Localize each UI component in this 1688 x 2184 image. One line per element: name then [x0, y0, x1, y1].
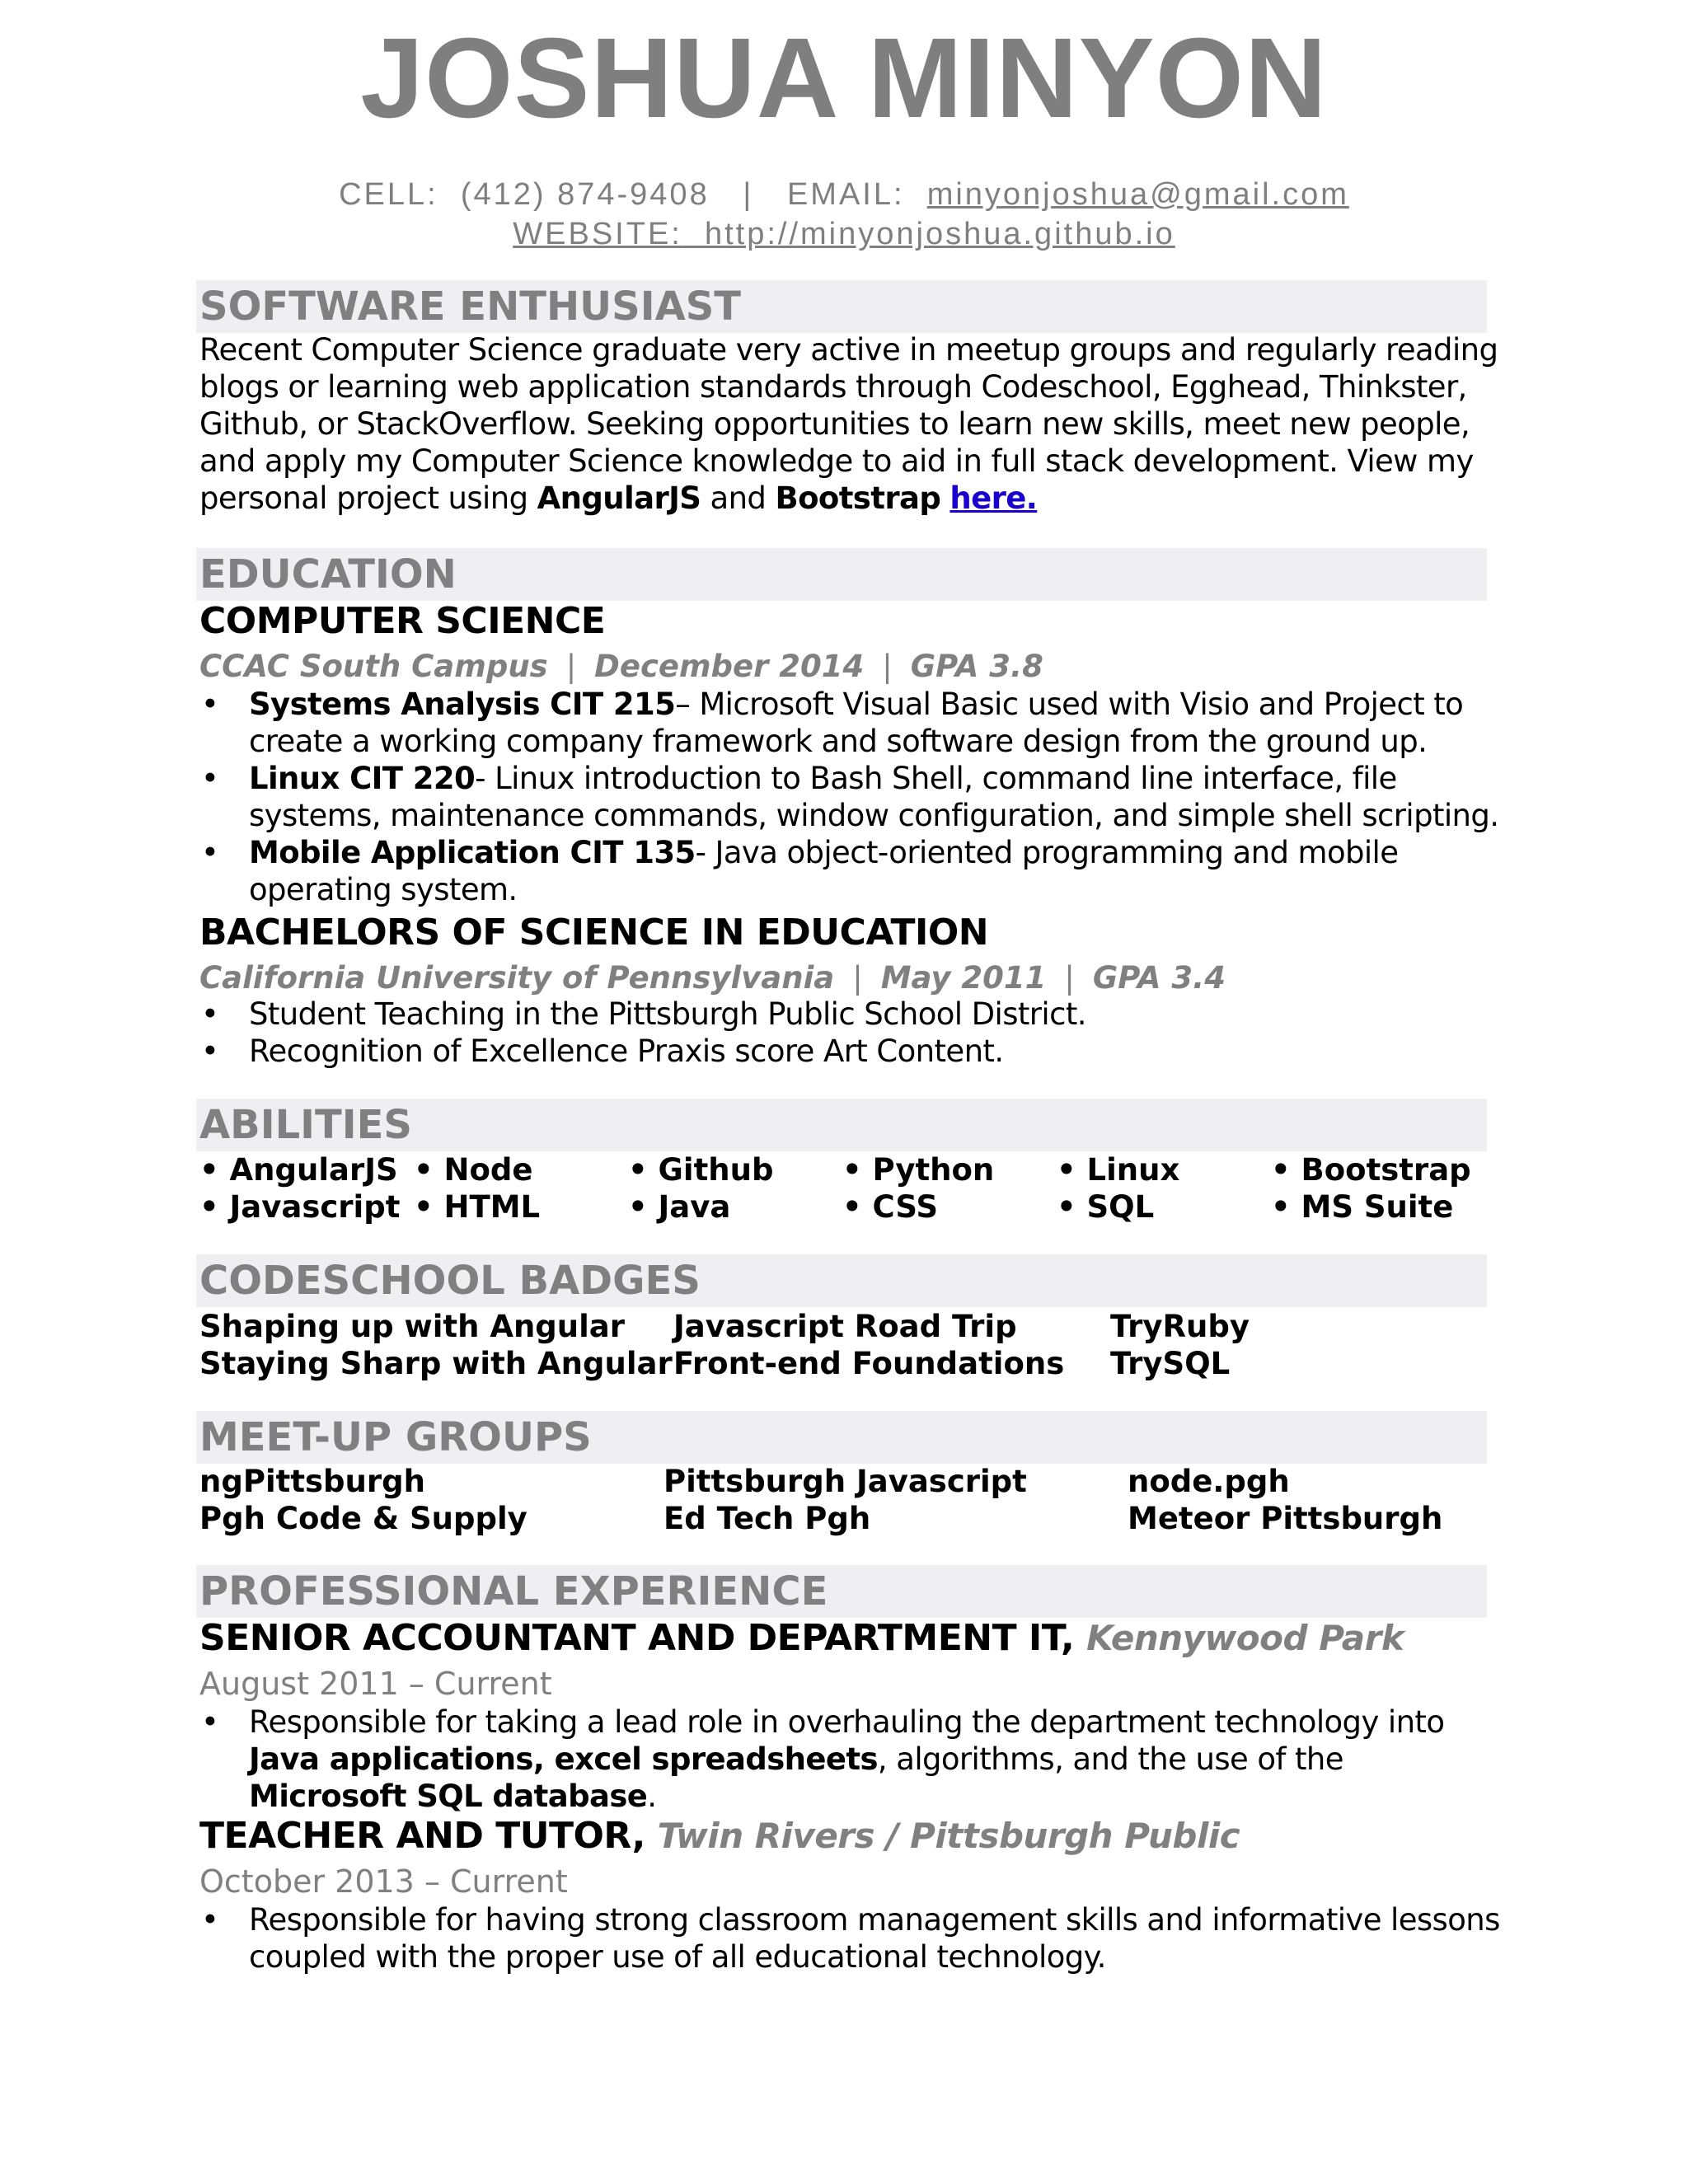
badge-item: Front-end Foundations — [673, 1346, 1065, 1381]
meetup-item: node.pgh — [1128, 1464, 1290, 1499]
ability-item: • Github — [628, 1152, 774, 1188]
job-duties-teacher — [199, 1901, 1502, 1975]
ability-item: • Python — [842, 1152, 995, 1188]
contact-line — [0, 175, 1688, 214]
degree-bse: BACHELORS OF SCIENCE IN EDUCATION — [199, 912, 989, 954]
course-desc: – Microsoft Visual Basic used with Visio and Project to create a working company framework and software design from the ground up. — [249, 687, 1464, 759]
meetup-item: Pittsburgh Javascript — [663, 1464, 1027, 1499]
job-title-kennywood — [199, 1617, 1404, 1660]
website-line[interactable] — [0, 214, 1688, 254]
badge-item: Shaping up with Angular — [199, 1309, 626, 1344]
bse-gpa: GPA 3.4 — [1092, 960, 1226, 996]
section-title-summary: SOFTWARE ENTHUSIAST — [199, 284, 742, 330]
summary-tech-bootstrap: Bootstrap — [775, 480, 941, 516]
section-title-experience: PROFESSIONAL EXPERIENCE — [199, 1568, 828, 1615]
section-title-meetups: MEET-UP GROUPS — [199, 1414, 592, 1460]
cell-label: CELL: — [339, 177, 438, 212]
email-link[interactable]: minyonjoshua@gmail.com — [926, 177, 1349, 212]
meetup-item: Meteor Pittsburgh — [1128, 1501, 1443, 1536]
summary-and: and — [701, 480, 776, 516]
course-name: Linux CIT 220 — [249, 761, 476, 796]
list-item: • Recognition of Excellence Praxis score Art Content. — [199, 1033, 1502, 1070]
job-title-teacher — [199, 1815, 1240, 1858]
degree-computer-science: COMPUTER SCIENCE — [199, 600, 606, 642]
job-org: Twin Rivers / Pittsburgh Public — [657, 1816, 1240, 1856]
bse-school: California University of Pennsylvania — [199, 960, 835, 996]
course-desc: - Java object-oriented programming and mobile operating system. — [249, 835, 1399, 907]
cs-course-list — [199, 686, 1502, 908]
duty-bold: Microsoft SQL database — [249, 1779, 648, 1814]
ability-item: • Node — [414, 1152, 533, 1188]
list-item — [199, 686, 1502, 760]
course-name: Systems Analysis CIT 215 — [249, 687, 676, 722]
course-name: Mobile Application CIT 135 — [249, 835, 696, 870]
list-item — [199, 760, 1502, 834]
list-item: • Responsible for having strong classroom management skills and informative lessons coupled with the proper use of all educational technology. — [199, 1901, 1502, 1975]
summary-paragraph — [199, 331, 1502, 517]
meetup-item: Pgh Code & Supply — [199, 1501, 528, 1536]
abilities-grid — [199, 1151, 1485, 1226]
job-dates: October 2013 – Current — [199, 1863, 568, 1900]
ability-item: • HTML — [414, 1189, 541, 1225]
badge-item: TryRuby — [1110, 1309, 1250, 1344]
job-duties-kennywood — [199, 1704, 1502, 1815]
ability-item: • MS Suite — [1271, 1189, 1454, 1225]
duty-text: . — [647, 1779, 657, 1814]
ability-item: • CSS — [842, 1189, 939, 1225]
course-desc: - Linux introduction to Bash Shell, command line interface, file systems, maintenance commands, window configuration, and simple shell scripting. — [249, 761, 1499, 833]
applicant-name: JOSHUA MINYON — [360, 15, 1328, 142]
summary-text: Recent Computer Science graduate very active in meetup groups and regularly reading blogs or learning web application standards through Codeschool, Egghead, Thinkster, Github, or StackOverflow. Seeking opportunities to learn new skills, meet new people, and apply my Computer Science knowledge to aid in full stack development. View my personal project using — [199, 332, 1498, 516]
email-label: EMAIL: — [786, 177, 905, 212]
bse-date: May 2011 — [880, 960, 1047, 996]
meetup-item: Ed Tech Pgh — [663, 1501, 871, 1536]
list-item — [199, 834, 1502, 908]
ability-item: • SQL — [1057, 1189, 1155, 1225]
job-title-text: TEACHER AND TUTOR, — [199, 1815, 645, 1857]
cell-number: (412) 874-9408 — [460, 177, 710, 212]
duty-text: , algorithms, and the use of the — [877, 1741, 1343, 1777]
website-link[interactable]: http://minyonjoshua.github.io — [704, 217, 1175, 251]
bse-item-list — [199, 996, 1502, 1070]
section-title-badges: CODESCHOOL BADGES — [199, 1258, 701, 1304]
section-title-education: EDUCATION — [199, 551, 457, 598]
ability-item: • Javascript — [199, 1189, 401, 1225]
cs-school: CCAC South Campus — [199, 649, 548, 684]
section-title-abilities: ABILITIES — [199, 1102, 412, 1148]
cs-gpa: GPA 3.8 — [910, 649, 1043, 684]
duty-bold: Java applications, excel spreadsheets — [249, 1741, 878, 1777]
cs-date: December 2014 — [594, 649, 865, 684]
badges-grid — [199, 1308, 1440, 1382]
job-org: Kennywood Park — [1086, 1618, 1404, 1658]
meetup-item: ngPittsburgh — [199, 1464, 425, 1499]
contact-separator: | — [743, 177, 754, 212]
cs-school-meta: CCAC South Campus | December 2014 | GPA 3.8 — [199, 649, 1043, 684]
badge-item: Javascript Road Trip — [673, 1309, 1017, 1344]
ability-item: • Linux — [1057, 1152, 1180, 1188]
badge-item: TrySQL — [1110, 1346, 1231, 1381]
job-dates: August 2011 – Current — [199, 1666, 552, 1702]
duty-text: Responsible for taking a lead role in overhauling the department technology into — [249, 1704, 1445, 1740]
list-item: • Student Teaching in the Pittsburgh Public School District. — [199, 996, 1502, 1033]
badge-item: Staying Sharp with Angular — [199, 1346, 673, 1381]
job-title-text: SENIOR ACCOUNTANT AND DEPARTMENT IT, — [199, 1617, 1075, 1659]
website-label: WEBSITE: — [513, 217, 682, 251]
ability-item: • AngularJS — [199, 1152, 398, 1188]
ability-item: • Java — [628, 1189, 731, 1225]
bse-school-meta: California University of Pennsylvania | May 2011 | GPA 3.4 — [199, 960, 1226, 996]
list-item — [199, 1704, 1502, 1815]
summary-tech-angular: AngularJS — [537, 480, 701, 516]
project-link[interactable]: here. — [950, 480, 1038, 516]
meetups-grid — [199, 1463, 1490, 1537]
ability-item: • Bootstrap — [1271, 1152, 1471, 1188]
